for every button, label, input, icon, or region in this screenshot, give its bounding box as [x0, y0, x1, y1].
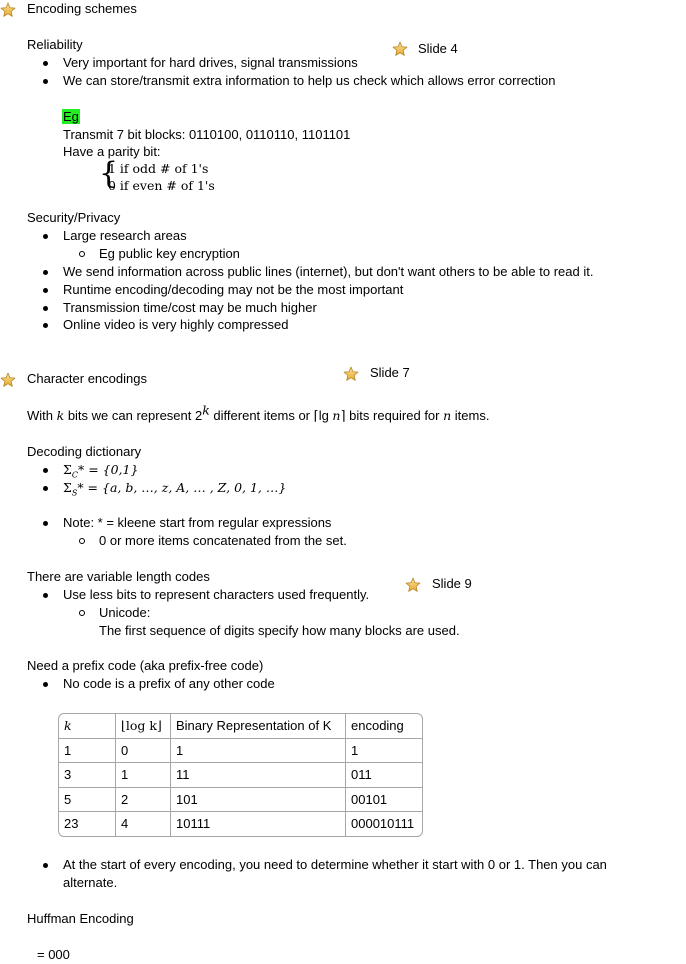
- list-item: Eg public key encryption: [99, 246, 240, 261]
- list-item: We can store/transmit extra information to help us check which allows error correction: [63, 73, 556, 88]
- table-cell: 5: [59, 788, 116, 813]
- parity-case-1: 1 if odd # of 1's: [108, 161, 209, 176]
- table-row: [59, 763, 422, 788]
- bullet: [43, 288, 48, 293]
- bullet: [43, 593, 48, 598]
- heading-security: Security/Privacy: [27, 210, 121, 225]
- heading-prefix-code: Need a prefix code (aka prefix-free code): [27, 658, 264, 673]
- heading-decoding-dictionary: Decoding dictionary: [27, 444, 142, 459]
- list-item-continued: The first sequence of digits specify how many blocks are used.: [99, 623, 460, 638]
- table-cell: 1: [59, 739, 116, 764]
- bits-sentence: With k bits we can represent 2$^k$ different items or ⌈lg n⌉ bits required for n items.: [27, 402, 490, 423]
- encoding-table: [58, 713, 423, 837]
- sigma-s-formula: $\Sigma_S* = \{a$, b, …, z, A, … , Z, 0, 1, …}: [63, 480, 287, 498]
- list-item: Transmission time/cost may be much higher: [63, 300, 317, 315]
- heading-reliability: Reliability: [27, 37, 83, 52]
- table-cell: 011: [346, 763, 422, 788]
- transmit-text: Transmit 7 bit blocks: 0110100, 0110110, 1101101: [63, 127, 351, 142]
- sigma-c-formula: $\Sigma_C* = \{0,1\}$: [63, 462, 139, 480]
- bullet: [43, 323, 48, 328]
- slide-ref: Slide 7: [370, 365, 410, 380]
- list-item-continued: alternate.: [63, 875, 118, 890]
- header-k: k: [59, 714, 116, 739]
- bullet: [43, 486, 48, 491]
- list-item: Large research areas: [63, 228, 187, 243]
- list-item: 0 or more items concatenated from the set.: [99, 533, 347, 548]
- list-item: Very important for hard drives, signal transmissions: [63, 55, 358, 70]
- star-icon: [0, 372, 16, 388]
- list-item: We send information across public lines (internet), but don't want others to be able to read it.: [63, 264, 594, 279]
- parity-text: Have a parity bit:: [63, 144, 161, 159]
- header-encoding: encoding: [346, 714, 422, 739]
- bullet: [43, 234, 48, 239]
- list-item: Unicode:: [99, 605, 151, 620]
- table-cell: 1: [346, 739, 422, 764]
- bullet: [43, 521, 48, 526]
- list-item: Runtime encoding/decoding may not be the most important: [63, 282, 404, 297]
- sub-bullet: [79, 251, 85, 257]
- table-cell: 23: [59, 812, 116, 836]
- huffman-line: = 000: [37, 947, 70, 962]
- sub-bullet: [79, 538, 85, 544]
- star-icon: [392, 41, 408, 57]
- table-cell: 11: [171, 763, 346, 788]
- table-cell: 00101: [346, 788, 422, 813]
- bullet: [43, 468, 48, 473]
- bullet: [43, 79, 48, 84]
- table-cell: 101: [171, 788, 346, 813]
- slide-ref: Slide 9: [432, 576, 472, 591]
- heading-huffman: Huffman Encoding: [27, 911, 134, 926]
- table-cell: 10111: [171, 812, 346, 836]
- table-cell: 3: [59, 763, 116, 788]
- parity-case-2: 0 if even # of 1's: [108, 178, 215, 193]
- bullet: [43, 306, 48, 311]
- table-header-row: [59, 714, 422, 739]
- bullet: [43, 61, 48, 66]
- list-item: No code is a prefix of any other code: [63, 676, 275, 691]
- bullet: [43, 863, 48, 868]
- brace: {: [99, 156, 119, 191]
- section-title-character-encodings: Character encodings: [27, 371, 147, 386]
- table-cell: 1: [171, 739, 346, 764]
- sub-bullet: [79, 610, 85, 616]
- star-icon: [0, 2, 16, 18]
- star-icon: [405, 577, 421, 593]
- table-cell: 0: [116, 739, 171, 764]
- table-cell: 1: [116, 763, 171, 788]
- list-item: Note: * = kleene start from regular expressions: [63, 515, 332, 530]
- table-cell: 4: [116, 812, 171, 836]
- table-cell: 2: [116, 788, 171, 813]
- slide-ref: Slide 4: [418, 41, 458, 56]
- star-icon: [343, 366, 359, 382]
- list-item: At the start of every encoding, you need to determine whether it start with 0 or 1. Then you can: [63, 857, 607, 872]
- section-title-encoding-schemes: Encoding schemes: [27, 1, 137, 16]
- list-item: Online video is very highly compressed: [63, 317, 289, 332]
- header-log-k: ⌊log k⌋: [116, 714, 171, 739]
- header-binary: Binary Representation of K: [171, 714, 346, 739]
- table-row: [59, 812, 422, 836]
- table-row: [59, 739, 422, 764]
- eg-label: Eg: [63, 109, 79, 124]
- heading-variable-length: There are variable length codes: [27, 569, 210, 584]
- bullet: [43, 270, 48, 275]
- table-row: [59, 788, 422, 813]
- list-item: Use less bits to represent characters used frequently.: [63, 587, 370, 602]
- table-cell: 000010111: [351, 816, 415, 832]
- bullet: [43, 682, 48, 687]
